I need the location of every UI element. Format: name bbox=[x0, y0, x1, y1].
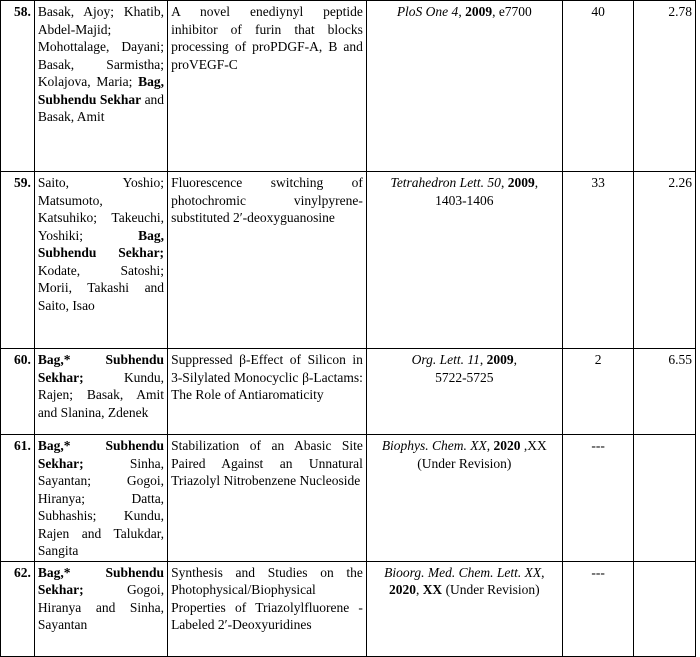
impact-factor-cell: 6.55 bbox=[634, 349, 696, 435]
author-segment: Saito, Yoshio; Matsumoto, Katsuhiko; Takeuchi, Yoshiki; bbox=[37, 175, 165, 243]
journal-pages: 1403-1406 bbox=[435, 192, 494, 208]
journal-name: Tetrahedron Lett. 50 bbox=[390, 175, 501, 190]
title-cell bbox=[168, 435, 367, 562]
journal-pages: XX bbox=[527, 438, 547, 453]
journal-cell: Tetrahedron Lett. 50, 2009, 1403-1406 bbox=[366, 172, 562, 349]
journal-year: 2009 bbox=[465, 4, 493, 19]
impact-factor-cell: 2.78 bbox=[634, 1, 696, 172]
table-row bbox=[1, 172, 696, 349]
journal-pages: e7700 bbox=[498, 4, 532, 19]
table-row bbox=[1, 349, 696, 435]
authors-cell bbox=[34, 435, 167, 562]
table-row bbox=[1, 1, 696, 172]
journal-cell: Org. Lett. 11, 2009, 5722-5725 bbox=[366, 349, 562, 435]
journal-pages: XX bbox=[422, 582, 443, 597]
author-segment-bold: Bag,* Subhendu Sekhar; bbox=[37, 438, 165, 471]
journal-year: 2020 bbox=[388, 582, 416, 597]
impact-factor-cell bbox=[634, 435, 696, 562]
citations-cell: 40 bbox=[562, 1, 634, 172]
author-segment-bold: Bag,* Subhendu Sekhar; bbox=[37, 564, 165, 597]
title-cell bbox=[168, 172, 367, 349]
paper-title: Suppressed β-Effect of Silicon in 3-Silylated Monocyclic β-Lactams: The Role of Antiaromaticity bbox=[171, 352, 363, 402]
journal-note: (Under Revision) bbox=[445, 582, 540, 597]
row-number: 61. bbox=[1, 435, 35, 562]
paper-title: A novel enediynyl peptide inhibitor of furin that blocks processing of proPDGF-A, B and proVEGF-C bbox=[171, 4, 363, 72]
author-segment: Gogoi, Hiranya and Sinha, Sayantan bbox=[37, 582, 165, 632]
author-segment-bold: Bag, Subhendu Sekhar; bbox=[37, 227, 165, 260]
authors-cell bbox=[34, 1, 167, 172]
citations-cell: 2 bbox=[562, 349, 634, 435]
paper-title: Synthesis and Studies on the Photophysical/Biophysical Properties of Triazolylfluorene - Labeled 2′-Deoxyuridines bbox=[171, 564, 363, 632]
row-number: 60. bbox=[1, 349, 35, 435]
journal-pages: 5722-5725 bbox=[435, 369, 494, 385]
row-number: 62. bbox=[1, 561, 35, 656]
journal-cell: PloS One 4, 2009, e7700 bbox=[366, 1, 562, 172]
author-segment: Kundu, Rajen; Basak, Amit and Slanina, Zdenek bbox=[37, 369, 165, 420]
author-segment-bold: Bag, Subhendu Sekhar bbox=[37, 74, 165, 107]
title-cell bbox=[168, 349, 367, 435]
impact-factor-cell bbox=[634, 561, 696, 656]
row-number: 59. bbox=[1, 172, 35, 349]
journal-name: Bioorg. Med. Chem. Lett. XX bbox=[384, 564, 542, 580]
journal-year: 2009 bbox=[507, 175, 535, 190]
citations-cell: 33 bbox=[562, 172, 634, 349]
author-segment: and Basak, Amit bbox=[37, 91, 165, 124]
title-cell bbox=[168, 561, 367, 656]
journal-cell: Biophys. Chem. XX, 2020 ,XX (Under Revision) bbox=[366, 435, 562, 562]
paper-title: Stabilization of an Abasic Site Paired Against an Unnatural Triazolyl Nitrobenzene Nucleoside bbox=[171, 438, 363, 488]
journal-note: (Under Revision) bbox=[417, 455, 512, 471]
journal-year: 2009 bbox=[486, 352, 514, 367]
table-row bbox=[1, 561, 696, 656]
table-row bbox=[1, 435, 696, 562]
title-cell bbox=[168, 1, 367, 172]
citations-cell: --- bbox=[562, 561, 634, 656]
authors-cell bbox=[34, 172, 167, 349]
journal-name: Org. Lett. 11 bbox=[411, 352, 480, 367]
author-segment: Sinha, Sayantan; Gogoi, Hiranya; Datta, Subhashis; Kundu, Rajen and Talukdar, Sangita bbox=[37, 455, 165, 558]
journal-name: PloS One 4 bbox=[396, 4, 459, 19]
authors-cell bbox=[34, 349, 167, 435]
author-segment: Kodate, Satoshi; Morii, Takashi and Saito, Isao bbox=[37, 262, 165, 313]
author-segment: Basak, Ajoy; Khatib, Abdel-Majid; Mohottalage, Dayani; Basak, Sarmistha; Kolajova, Maria; bbox=[37, 4, 165, 89]
citations-cell: --- bbox=[562, 435, 634, 562]
journal-year: 2020 bbox=[493, 438, 521, 453]
authors-cell bbox=[34, 561, 167, 656]
journal-name: Biophys. Chem. XX bbox=[381, 438, 487, 453]
journal-cell: Bioorg. Med. Chem. Lett. XX, 2020, XX (Under Revision) bbox=[366, 561, 562, 656]
paper-title: Fluorescence switching of photochromic vinylpyrene-substituted 2′-deoxyguanosine bbox=[171, 175, 363, 225]
row-number: 58. bbox=[1, 1, 35, 172]
author-segment-bold: Bag,* Subhendu Sekhar; bbox=[37, 352, 165, 385]
impact-factor-cell: 2.26 bbox=[634, 172, 696, 349]
